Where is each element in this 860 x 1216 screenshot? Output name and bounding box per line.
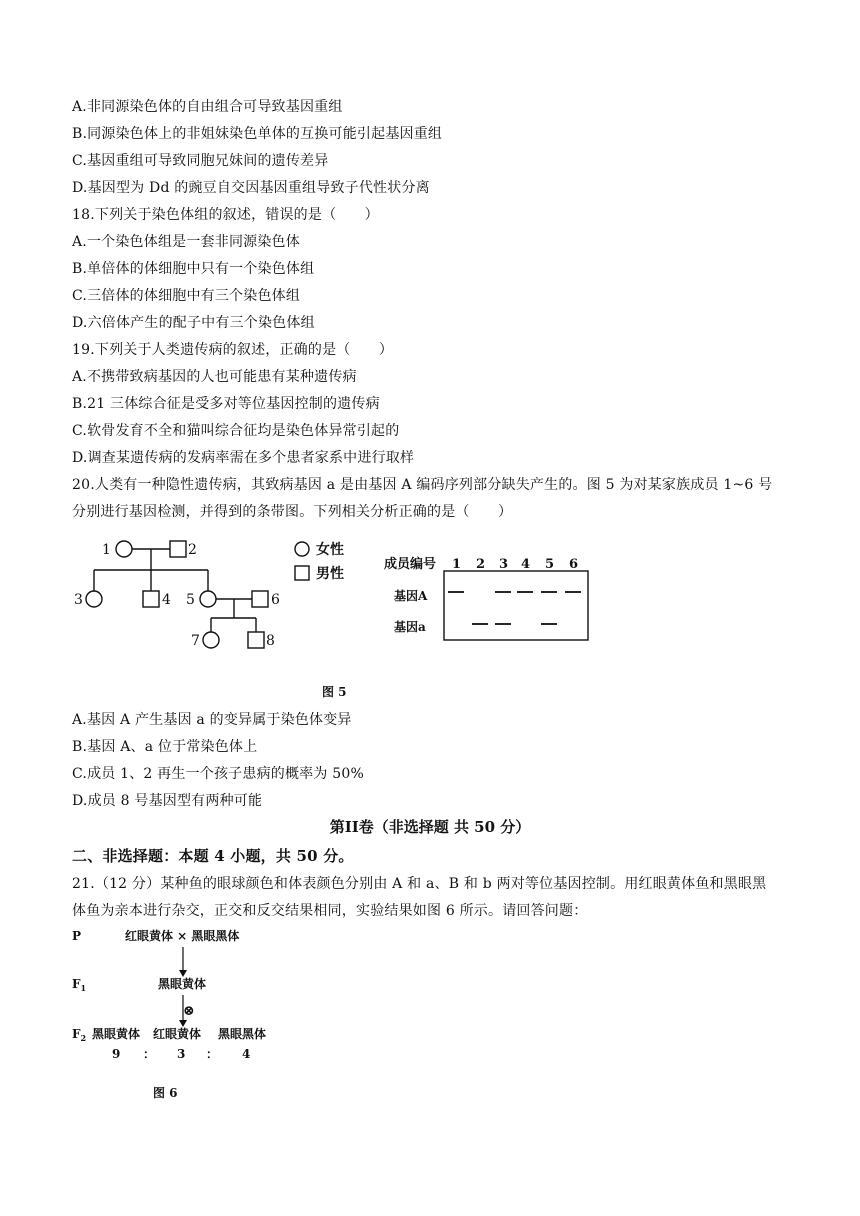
- q20-stem-line1: 20.人类有一种隐性遗传病，其致病基因 a 是由基因 A 编码序列部分缺失产生的。图 5 为对某家族成员 1~6 号: [72, 477, 773, 493]
- gel-row-label-A: 基因A: [394, 589, 428, 603]
- legend-male-label: 男性: [316, 566, 344, 582]
- member-7-female-symbol: [203, 632, 219, 648]
- q20-stem-line2: 分别进行基因检测，并得到的条带图。下列相关分析正确的是（ ）: [72, 504, 513, 520]
- figure-6: [70, 925, 310, 1105]
- legend-female-label: 女性: [316, 542, 344, 558]
- f2-label: $F_2$: [72, 1027, 87, 1043]
- member-label-4: 4: [162, 592, 171, 608]
- q18-option-a: A.一个染色体组是一套非同源染色体: [72, 234, 300, 250]
- q17-option-a: A.非同源染色体的自由组合可导致基因重组: [72, 99, 343, 115]
- figure-5-caption: 图 5: [322, 685, 347, 699]
- selfing-symbol: ⊗: [183, 1003, 195, 1019]
- gel-row-label-a: 基因a: [394, 620, 426, 634]
- f1-label: $F_1$: [72, 977, 87, 993]
- member-label-8: 8: [266, 633, 275, 649]
- q17-option-d: D.基因型为 Dd 的豌豆自交因基因重组导致子代性状分离: [72, 180, 430, 196]
- member-label-3: 3: [74, 592, 83, 608]
- q19-option-d: D.调查某遗传病的发病率需在多个患者家系中进行取样: [72, 450, 415, 466]
- q17-option-b: B.同源染色体上的非姐妹染色单体的互换可能引起基因重组: [72, 126, 443, 142]
- p-label: P: [72, 929, 82, 943]
- legend-male-symbol: [295, 566, 309, 580]
- member-1-female-symbol: [116, 541, 132, 557]
- member-8-male-symbol: [248, 632, 264, 648]
- q18-option-c: C.三倍体的体细胞中有三个染色体组: [72, 288, 301, 304]
- q17-option-c: C.基因重组可导致同胞兄妹间的遗传差异: [72, 153, 329, 169]
- member-label-7: 7: [191, 633, 200, 649]
- q18-option-b: B.单倍体的体细胞中只有一个染色体组: [72, 261, 315, 277]
- q20-option-b: B.基因 A、a 位于常染色体上: [72, 739, 258, 755]
- q20-option-c: C.成员 1、2 再生一个孩子患病的概率为 50%: [72, 766, 364, 782]
- member-label-6: 6: [271, 592, 280, 608]
- q21-stem-line2: 体鱼为亲本进行杂交，正交和反交结果相同，实验结果如图 6 所示。请回答问题：: [72, 903, 588, 919]
- member-2-male-symbol: [170, 541, 186, 557]
- f2-phenotype-1: 黑眼黄体: [92, 1027, 141, 1041]
- legend-female-symbol: [295, 542, 309, 556]
- gel-column-number-3: 3: [499, 557, 509, 572]
- q20-option-d: D.成员 8 号基因型有两种可能: [72, 793, 263, 809]
- f2-ratio-sep-1: ：: [143, 1047, 156, 1061]
- section2-heading: 二、非选择题：本题 4 小题，共 50 分。: [72, 847, 354, 865]
- gel-column-number-1: 1: [452, 557, 462, 572]
- member-label-1: 1: [102, 542, 111, 558]
- q18-stem: 18.下列关于染色体组的叙述，错误的是（ ）: [72, 207, 379, 223]
- member-label-5: 5: [186, 592, 195, 608]
- gel-column-number-4: 4: [521, 557, 531, 572]
- member-4-male-symbol: [143, 591, 159, 607]
- gel-column-number-5: 5: [545, 557, 555, 572]
- q19-option-c: C.软骨发育不全和猫叫综合征均是染色体异常引起的: [72, 423, 400, 439]
- member-3-female-symbol: [86, 591, 102, 607]
- gel-header: 成员编号: [384, 557, 437, 572]
- part2-title: 第II卷（非选择题 共 50 分）: [329, 818, 531, 836]
- member-5-female-symbol: [200, 591, 216, 607]
- gel-frame: [444, 571, 588, 640]
- q18-option-d: D.六倍体产生的配子中有三个染色体组: [72, 315, 315, 331]
- f2-ratio-9: 9: [112, 1047, 121, 1061]
- member-6-male-symbol: [252, 591, 268, 607]
- gel-column-number-2: 2: [476, 557, 486, 572]
- f2-phenotype-2: 红眼黄体: [153, 1027, 202, 1041]
- f2-phenotype-3: 黑眼黑体: [218, 1027, 267, 1041]
- gel-column-number-6: 6: [569, 557, 579, 572]
- q19-stem: 19.下列关于人类遗传病的叙述，正确的是（ ）: [72, 342, 394, 358]
- q19-option-a: A.不携带致病基因的人也可能患有某种遗传病: [72, 369, 357, 385]
- q20-option-a: A.基因 A 产生基因 a 的变异属于染色体变异: [72, 712, 352, 728]
- f2-ratio-3: 3: [177, 1047, 186, 1061]
- f2-ratio-sep-2: ：: [206, 1047, 219, 1061]
- f2-ratio-4: 4: [242, 1047, 251, 1061]
- q19-option-b: B.21 三体综合征是受多对等位基因控制的遗传病: [72, 396, 380, 412]
- member-label-2: 2: [188, 542, 197, 558]
- f1-phenotype: 黑眼黄体: [158, 977, 207, 991]
- figure-6-caption: 图 6: [153, 1086, 178, 1100]
- figure-5: [72, 530, 602, 705]
- p-cross: 红眼黄体 × 黑眼黑体: [125, 929, 240, 943]
- q21-stem-line1: 21.（12 分）某种鱼的眼球颜色和体表颜色分别由 A 和 a、B 和 b 两对等位基因控制。用红眼黄体鱼和黑眼黑: [72, 876, 767, 892]
- gel-chart: [384, 556, 588, 640]
